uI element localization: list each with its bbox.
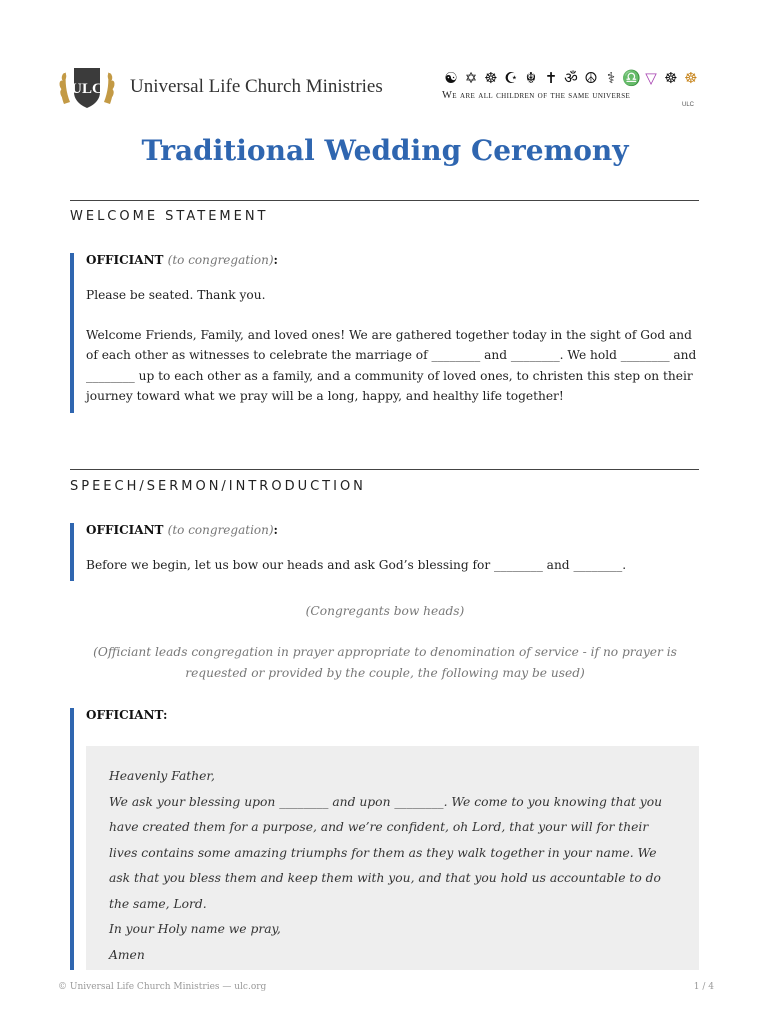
libra-icon: ♎: [622, 69, 641, 87]
tagline: We are all children of the same universe: [442, 90, 631, 101]
welcome-line-2: Welcome Friends, Family, and loved ones! We are gathered together today in the sight of God and of each other as witnesses to celebrate the marriage of ________ and ________. We hold ________ and ________ up to each other as a family, and a community of loved ones, to christen this step on their journey toward what we pray will be a long, happy, and healthy life together!: [86, 327, 697, 403]
om-icon: ॐ: [564, 69, 578, 87]
speaker-name: OFFICIANT: [86, 253, 164, 267]
stage-direction-1: (Congregants bow heads): [305, 604, 465, 618]
prayer-line: In your Holy name we pray,: [109, 922, 281, 936]
speaker-aside: (to congregation): [167, 523, 274, 537]
sermon-block: [70, 523, 700, 581]
ulc-logo-icon: [58, 64, 116, 110]
welcome-block: [70, 253, 700, 413]
speaker-aside: (to congregation): [167, 253, 274, 267]
sun-wheel-icon: ☸: [684, 69, 698, 87]
prayer-line: Amen: [109, 947, 145, 962]
prayer-line: We ask your blessing upon ________ and upon ________. We come to you knowing that you have created them for a purpose, and we’re confident, oh Lord, that your will for their lives contains some amazing triumphs for them as they walk together in your name. We ask that you bless them and keep them with you, and that you hold us accountable to do the same, Lord.: [109, 794, 663, 911]
wheel-icon: ☸: [664, 69, 678, 87]
speaker-label: [86, 523, 700, 537]
page-header: [58, 64, 708, 110]
dharma-wheel-icon: ☸: [484, 69, 498, 87]
caduceus-icon: ⚕: [606, 69, 616, 87]
sermon-heading: SPEECH/SERMON/INTRODUCTION: [70, 479, 366, 494]
yin-yang-icon: ☯: [444, 69, 458, 87]
prayer-box: [86, 746, 699, 970]
khanda-icon: ☬: [525, 69, 537, 87]
religious-symbols: [442, 68, 708, 88]
footer-copyright: © Universal Life Church Ministries — ulc.org: [58, 982, 267, 992]
speaker-label: [86, 253, 700, 267]
prayer-line: Heavenly Father,: [109, 769, 215, 783]
speaker-colon: :: [273, 253, 278, 267]
stage-direction-2: (Officiant leads congregation in prayer appropriate to denomination of service - if no prayer is requested or provided by the couple, the following may be used): [93, 645, 677, 680]
speaker-label: OFFICIANT:: [86, 708, 168, 722]
page-number: 1 / 4: [693, 982, 714, 992]
sermon-line-1: Before we begin, let us bow our heads and ask God’s blessing for ________ and ________.: [86, 558, 627, 572]
section-divider: [70, 200, 699, 201]
speaker-colon: :: [273, 523, 278, 537]
peace-icon: ☮: [584, 69, 598, 87]
speaker-name: OFFICIANT: [86, 523, 164, 537]
page-title: Traditional Wedding Ceremony: [141, 134, 629, 167]
welcome-line-1: Please be seated. Thank you.: [86, 288, 266, 302]
star-of-david-icon: ✡: [464, 69, 478, 87]
cross-icon: ✝: [544, 69, 558, 87]
triangle-icon: ▽: [645, 69, 657, 87]
welcome-heading: WELCOME STATEMENT: [70, 209, 269, 224]
svg-text:ULC: ULC: [71, 81, 103, 97]
section-divider: [70, 469, 699, 470]
crescent-icon: ☪: [504, 69, 518, 87]
org-name: Universal Life Church Ministries: [130, 76, 383, 97]
tagline-sub: ULC: [682, 102, 695, 108]
